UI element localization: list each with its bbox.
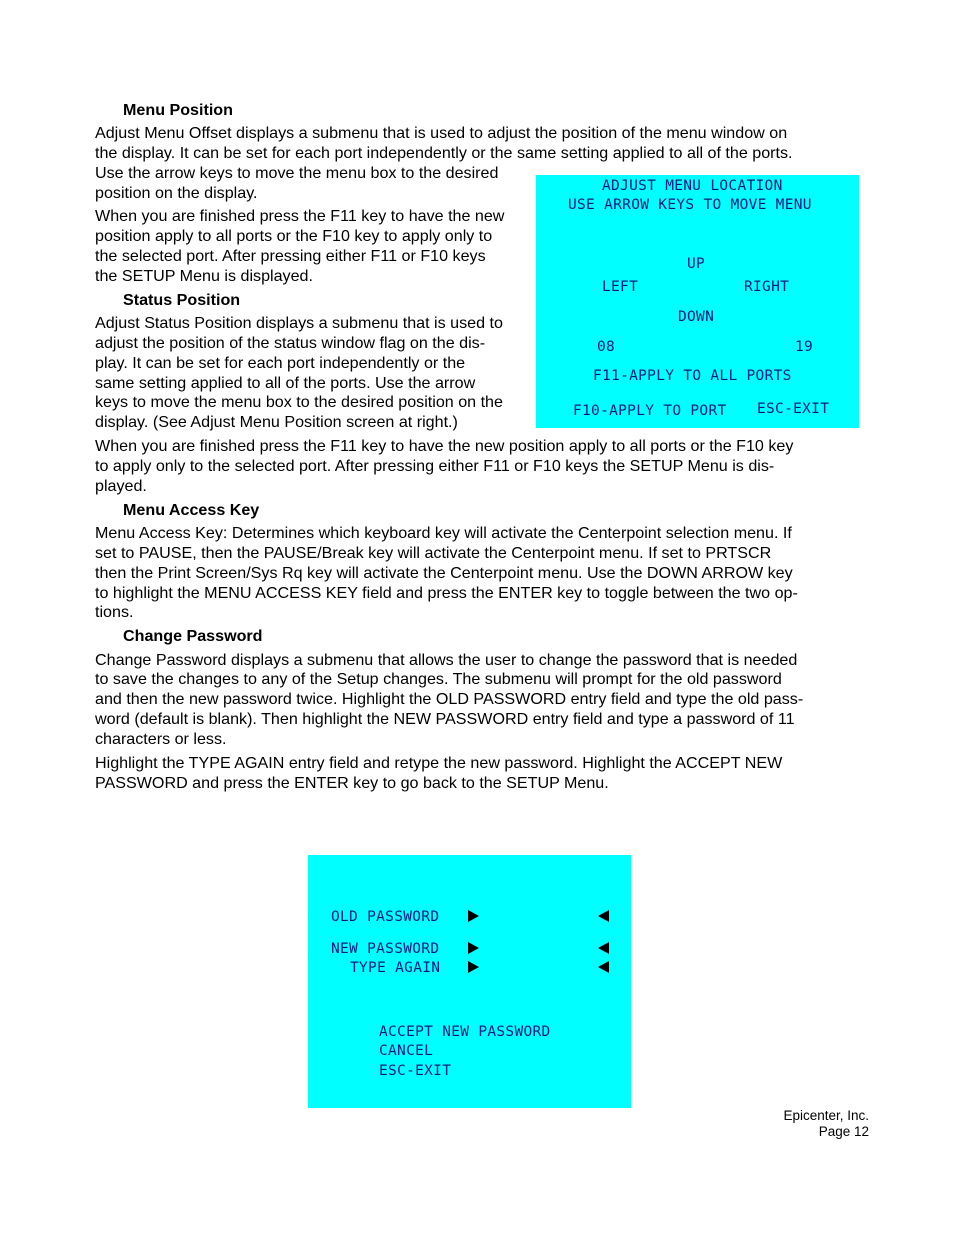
body-line: position apply to all ports or the F10 key to apply only to bbox=[95, 227, 493, 245]
y-value: 19 bbox=[795, 339, 814, 355]
field-start-arrow-icon bbox=[468, 942, 479, 954]
field-start-arrow-icon bbox=[468, 910, 479, 922]
body-line: PASSWORD and press the ENTER key to go back to the SETUP Menu. bbox=[95, 774, 609, 792]
body-line: played. bbox=[95, 477, 147, 495]
label-up: UP bbox=[687, 256, 706, 272]
body-line: same setting applied to all of the ports. Use the arrow bbox=[95, 374, 476, 392]
password-screen bbox=[308, 855, 631, 1108]
body-line: When you are finished press the F11 key to have the new position apply to all ports or the F10 key bbox=[95, 437, 794, 455]
body-line: word (default is blank). Then highlight the NEW PASSWORD entry field and type a password of 11 bbox=[95, 710, 795, 728]
field-end-arrow-icon bbox=[598, 942, 609, 954]
body-line: Adjust Menu Offset displays a submenu that is used to adjust the position of the menu window on bbox=[95, 124, 788, 142]
field-end-arrow-icon bbox=[598, 910, 609, 922]
menu-location-screen bbox=[536, 175, 859, 428]
body-line: the SETUP Menu is displayed. bbox=[95, 267, 313, 285]
label-down: DOWN bbox=[678, 309, 715, 325]
body-line: and then the new password twice. Highlight the OLD PASSWORD entry field and type the old pass- bbox=[95, 690, 804, 708]
body-line: Adjust Status Position displays a submenu that is used to bbox=[95, 314, 503, 332]
body-line: play. It can be set for each port independently or the bbox=[95, 354, 466, 372]
heading-menu-access-key: Menu Access Key bbox=[123, 501, 260, 519]
x-value: 08 bbox=[597, 339, 616, 355]
new-password-label: NEW PASSWORD bbox=[331, 941, 440, 957]
body-line: the selected port. After pressing either F11 or F10 keys bbox=[95, 247, 486, 265]
esc-option: ESC-EXIT bbox=[379, 1063, 452, 1079]
esc-label: ESC-EXIT bbox=[757, 401, 830, 417]
field-end-arrow-icon bbox=[598, 961, 609, 973]
body-line: Highlight the TYPE AGAIN entry field and retype the new password. Highlight the ACCEPT NEW bbox=[95, 754, 783, 772]
footer-page-number: Page 12 bbox=[818, 1124, 869, 1139]
screen-title: ADJUST MENU LOCATION bbox=[602, 178, 783, 194]
heading-change-password: Change Password bbox=[123, 627, 263, 645]
body-line: Use the arrow keys to move the menu box to the desired bbox=[95, 164, 499, 182]
accept-option: ACCEPT NEW PASSWORD bbox=[379, 1024, 551, 1040]
cancel-option: CANCEL bbox=[379, 1043, 434, 1059]
body-line: then the Print Screen/Sys Rq key will activate the Centerpoint menu. Use the DOWN ARROW key bbox=[95, 564, 793, 582]
body-line: to save the changes to any of the Setup changes. The submenu will prompt for the old password bbox=[95, 670, 782, 688]
body-line: to apply only to the selected port. After pressing either F11 or F10 keys the SETUP Menu is dis- bbox=[95, 457, 775, 475]
body-line: tions. bbox=[95, 603, 134, 621]
body-line: the display. It can be set for each port independently or the same setting applied to all of the ports. bbox=[95, 144, 793, 162]
body-line: Change Password displays a submenu that allows the user to change the password that is needed bbox=[95, 651, 798, 669]
f11-label: F11-APPLY TO ALL PORTS bbox=[593, 368, 792, 384]
heading-menu-position: Menu Position bbox=[123, 101, 233, 119]
heading-status-position: Status Position bbox=[123, 291, 241, 309]
body-line: position on the display. bbox=[95, 184, 258, 202]
old-password-label: OLD PASSWORD bbox=[331, 909, 440, 925]
body-line: to highlight the MENU ACCESS KEY field and press the ENTER key to toggle between the two op- bbox=[95, 584, 798, 602]
f10-label: F10-APPLY TO PORT bbox=[573, 403, 727, 419]
type-again-label: TYPE AGAIN bbox=[350, 960, 441, 976]
body-line: adjust the position of the status window flag on the dis- bbox=[95, 334, 486, 352]
body-line: set to PAUSE, then the PAUSE/Break key will activate the Centerpoint menu. If set to PRTSCR bbox=[95, 544, 772, 562]
screen-subtitle: USE ARROW KEYS TO MOVE MENU bbox=[568, 197, 812, 213]
label-left: LEFT bbox=[602, 279, 639, 295]
body-line: When you are finished press the F11 key to have the new bbox=[95, 207, 505, 225]
body-line: keys to move the menu box to the desired position on the bbox=[95, 393, 503, 411]
body-line: Menu Access Key: Determines which keyboard key will activate the Centerpoint selection menu. If bbox=[95, 524, 792, 542]
label-right: RIGHT bbox=[744, 279, 790, 295]
body-line: display. (See Adjust Menu Position screen at right.) bbox=[95, 413, 458, 431]
field-start-arrow-icon bbox=[468, 961, 479, 973]
footer-company: Epicenter, Inc. bbox=[783, 1108, 869, 1123]
body-line: characters or less. bbox=[95, 730, 227, 748]
